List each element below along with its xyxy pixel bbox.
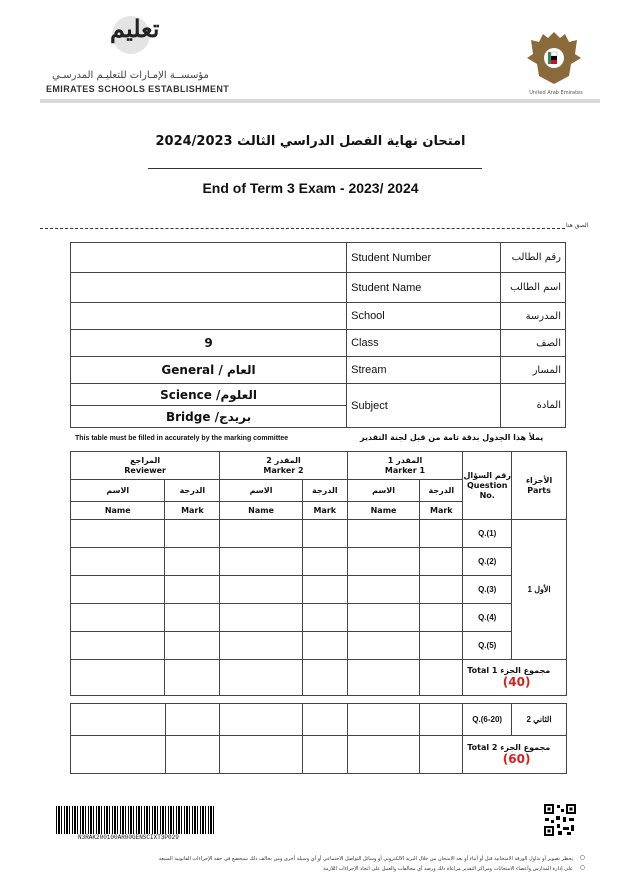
question-label: Q.(1) (463, 520, 512, 548)
info-label-en: Subject (347, 384, 501, 428)
subject-value: Science /العلوم (71, 384, 347, 406)
parts-header (512, 452, 567, 520)
footer-warning-2: على إدارة المدارس وأعضاء الامتحانات ومراكز التقدير مراعاة ذلك ورصد أي مخالفات والعمل على اتخاذ الإجراءات اللازمة (323, 866, 573, 872)
marker1-name-cell[interactable] (347, 660, 420, 696)
info-label-en: School (347, 303, 501, 330)
marker1-mark-cell[interactable] (420, 736, 463, 774)
reviewer-name-cell[interactable] (71, 632, 165, 660)
part2-total-cell (463, 736, 567, 774)
marker1-name-cell[interactable] (347, 736, 420, 774)
name-ar: الاسم (347, 480, 420, 502)
info-label-en: Stream (347, 357, 501, 384)
marker2-mark-cell[interactable] (302, 660, 347, 696)
reviewer-header (71, 452, 220, 480)
marker1-mark-cell[interactable] (420, 548, 463, 576)
info-label-en: Class (347, 330, 501, 357)
student-number-field[interactable] (71, 243, 347, 273)
info-label-en: Student Number (347, 243, 501, 273)
bullet-icon: ○ (579, 854, 585, 861)
emblem-caption: United Arab Emirates (529, 90, 583, 96)
info-row (71, 303, 566, 330)
info-label-ar: المدرسة (500, 303, 565, 330)
info-label-ar: الصف (500, 330, 565, 357)
mark-en: Mark (165, 502, 220, 520)
reviewer-name-cell[interactable] (71, 604, 165, 632)
bullet-icon: ○ (579, 864, 585, 871)
marker2-mark-cell[interactable] (302, 704, 347, 736)
marker2-header (220, 452, 347, 480)
marker1-mark-cell[interactable] (420, 576, 463, 604)
marking-note-en: This table must be filled in accurately by the marking committee (75, 435, 289, 442)
reviewer-name-cell[interactable] (71, 736, 166, 774)
reviewer-mark-cell[interactable] (165, 576, 220, 604)
info-label-ar: رقم الطالب (500, 243, 565, 273)
reviewer-ar: المراجع (130, 455, 161, 465)
part2-label: الثاني 2 (512, 704, 567, 736)
info-row (71, 273, 566, 303)
cut-line (40, 228, 565, 229)
taleem-logo: تعليم (110, 14, 160, 43)
marking-note-ar: يملأ هذا الجدول بدقة تامة من قبل لجنة التقدير (360, 433, 544, 442)
barcode-icon (56, 806, 214, 834)
info-label-ar: المادة (500, 384, 565, 428)
info-label-ar: اسم الطالب (500, 273, 565, 303)
school-field[interactable] (71, 303, 347, 330)
marker1-name-cell[interactable] (347, 604, 420, 632)
org-name-en: EMIRATES SCHOOLS ESTABLISHMENT (46, 84, 230, 94)
name-en: Name (220, 502, 303, 520)
reviewer-name-cell[interactable] (71, 520, 165, 548)
table-row (71, 604, 567, 632)
reviewer-mark-cell[interactable] (165, 604, 220, 632)
reviewer-mark-cell[interactable] (165, 736, 220, 774)
table-row (71, 520, 567, 548)
org-name-ar: مؤسســة الإمـارات للتعليـم المدرسـي (52, 70, 209, 81)
marker2-mark-cell[interactable] (302, 632, 347, 660)
mark-en: Mark (420, 502, 463, 520)
marker2-name-cell[interactable] (220, 660, 303, 696)
stream-value: General / العام (71, 357, 347, 384)
footer-warning-1: يحظر تصوير أو تداول الورقة الامتحانية قبل أو أثناء أو بعد الامتحان من خلال البريد الالكتروني أو وسائل التواصل الاجتماعي أو أي وسيلة أخرى ومن يخالف ذلك سيخضع في حقه الإجراءات القانونية المتبعة (158, 856, 573, 862)
reviewer-mark-cell[interactable] (165, 548, 220, 576)
info-row (71, 330, 566, 357)
marker1-mark-cell[interactable] (420, 604, 463, 632)
marker2-mark-cell[interactable] (302, 548, 347, 576)
marker2-mark-cell[interactable] (302, 576, 347, 604)
part1-total-value: (40) (502, 675, 531, 689)
info-label-ar: المسار (500, 357, 565, 384)
reviewer-en: Reviewer (124, 465, 166, 475)
reviewer-mark-cell[interactable] (165, 520, 220, 548)
reviewer-name-cell[interactable] (71, 704, 166, 736)
marker2-mark-cell[interactable] (302, 604, 347, 632)
cut-label: الصق هنا (566, 222, 589, 229)
marker1-name-cell[interactable] (347, 548, 420, 576)
info-label-en: Student Name (347, 273, 501, 303)
header-divider (40, 99, 600, 103)
marker2-name-cell[interactable] (220, 576, 303, 604)
reviewer-mark-cell[interactable] (165, 632, 220, 660)
question-label: Q.(2) (463, 548, 512, 576)
marker2-mark-cell[interactable] (302, 736, 347, 774)
marker2-name-cell[interactable] (220, 736, 303, 774)
total-row (71, 660, 567, 696)
marker2-name-cell[interactable] (220, 548, 303, 576)
info-row (71, 384, 566, 406)
marker2-mark-cell[interactable] (302, 520, 347, 548)
student-info-table (70, 242, 566, 428)
table-row (71, 548, 567, 576)
qno-ar: رقم السؤال (463, 470, 511, 480)
reviewer-mark-cell[interactable] (165, 704, 220, 736)
marking-table-part2 (70, 703, 567, 774)
marker2-name-cell[interactable] (220, 520, 303, 548)
marking-table-part1 (70, 451, 567, 696)
marker1-ar: المقدر 1 (387, 455, 423, 465)
subject-value: Bridge /بريدج (71, 406, 347, 428)
class-value: 9 (71, 330, 347, 357)
student-name-field[interactable] (71, 273, 347, 303)
table-row (71, 576, 567, 604)
marker1-mark-cell[interactable] (420, 660, 463, 696)
parts-en: Parts (527, 485, 551, 495)
marker2-name-cell[interactable] (220, 604, 303, 632)
name-ar: الاسم (220, 480, 303, 502)
name-en: Name (347, 502, 420, 520)
info-row (71, 357, 566, 384)
mark-ar: الدرجة (420, 480, 463, 502)
mark-ar: الدرجة (302, 480, 347, 502)
mark-ar: الدرجة (165, 480, 220, 502)
marker1-name-cell[interactable] (347, 704, 420, 736)
question-label: Q.(6-20) (463, 704, 512, 736)
question-no-header (463, 452, 512, 520)
title-divider (148, 168, 482, 169)
qr-code-icon (543, 803, 577, 837)
table-row (71, 632, 567, 660)
question-label: Q.(4) (463, 604, 512, 632)
exam-title-ar: امتحان نهاية الفصل الدراسي الثالث 2024/2023 (155, 134, 466, 149)
reviewer-mark-cell[interactable] (165, 660, 220, 696)
reviewer-name-cell[interactable] (71, 576, 165, 604)
part1-total-cell (463, 660, 567, 696)
mark-en: Mark (302, 502, 347, 520)
part1-label: الأول 1 (512, 520, 567, 660)
reviewer-name-cell[interactable] (71, 548, 165, 576)
marker2-name-cell[interactable] (220, 704, 303, 736)
marker2-en: Marker 2 (263, 465, 304, 475)
marker2-ar: المقدر 2 (266, 455, 301, 465)
qno-en: Question No. (466, 480, 508, 500)
barcode-text: N3RAK200100AR00GENSCIXT3P029 (78, 834, 179, 841)
part2-total-value: (60) (502, 752, 531, 766)
name-ar: الاسم (71, 480, 165, 502)
marker1-header (347, 452, 463, 480)
uae-emblem-icon (525, 28, 583, 88)
parts-ar: الأجزاء (525, 475, 553, 485)
marker1-name-cell[interactable] (347, 632, 420, 660)
part1-total-label: Total 1 مجموع الجزء (467, 666, 551, 675)
marker1-name-cell[interactable] (347, 576, 420, 604)
marker1-mark-cell[interactable] (420, 704, 463, 736)
table-row (71, 704, 567, 736)
name-en: Name (71, 502, 165, 520)
info-row (71, 243, 566, 273)
marker1-mark-cell[interactable] (420, 632, 463, 660)
marker1-mark-cell[interactable] (420, 520, 463, 548)
part2-total-label: Total 2 مجموع الجزء (467, 743, 551, 752)
total-row (71, 736, 567, 774)
question-label: Q.(5) (463, 632, 512, 660)
question-label: Q.(3) (463, 576, 512, 604)
marks-header-row (71, 452, 567, 480)
marker1-en: Marker 1 (384, 465, 426, 475)
marker1-name-cell[interactable] (347, 520, 420, 548)
marker2-name-cell[interactable] (220, 632, 303, 660)
reviewer-name-cell[interactable] (71, 660, 165, 696)
exam-title-en: End of Term 3 Exam - 2023/ 2024 (202, 180, 419, 196)
